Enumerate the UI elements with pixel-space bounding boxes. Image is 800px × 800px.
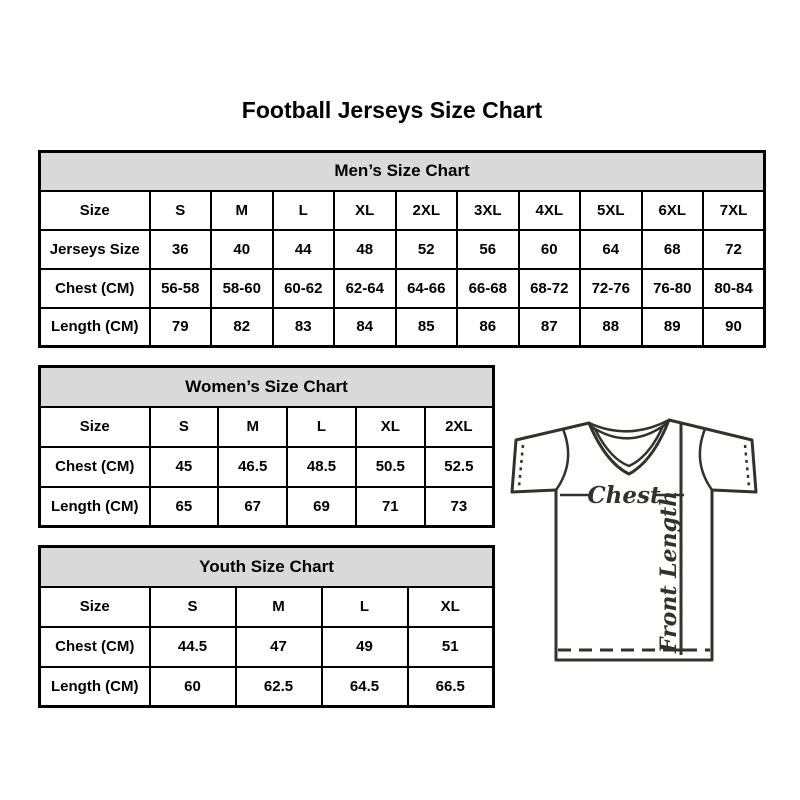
- header-row: [40, 407, 494, 447]
- mens-size-table: [38, 150, 766, 348]
- value-cell: 44: [273, 230, 335, 269]
- row-label: Chest (CM): [40, 627, 150, 667]
- value-cell: 72: [703, 230, 765, 269]
- column-header: M: [211, 191, 273, 230]
- value-cell: 56-58: [150, 269, 212, 308]
- value-cell: 51: [408, 627, 494, 667]
- column-header: XL: [408, 587, 494, 627]
- value-cell: 69: [287, 487, 356, 527]
- value-cell: 65: [150, 487, 219, 527]
- data-row: [40, 667, 494, 707]
- value-cell: 88: [580, 308, 642, 347]
- front-length-label: Front Length: [656, 490, 682, 654]
- column-header: 5XL: [580, 191, 642, 230]
- jersey-sleeve-seam-left-icon: [556, 429, 568, 490]
- column-header: 2XL: [396, 191, 458, 230]
- column-header: L: [322, 587, 408, 627]
- column-header: S: [150, 407, 219, 447]
- column-header: 4XL: [519, 191, 581, 230]
- page-title: Football Jerseys Size Chart: [241, 97, 543, 123]
- header-row: [40, 191, 765, 230]
- row-label: Chest (CM): [40, 269, 150, 308]
- column-header: M: [218, 407, 287, 447]
- table-title: Youth Size Chart: [40, 547, 494, 587]
- value-cell: 73: [425, 487, 494, 527]
- column-header: L: [287, 407, 356, 447]
- value-cell: 47: [236, 627, 322, 667]
- column-header: XL: [356, 407, 425, 447]
- data-row: [40, 447, 494, 487]
- column-header: L: [273, 191, 335, 230]
- column-header: M: [236, 587, 322, 627]
- row-label: Size: [40, 407, 150, 447]
- row-label: Size: [40, 587, 150, 627]
- womens-size-table: [38, 365, 495, 528]
- row-label: Jerseys Size: [40, 230, 150, 269]
- value-cell: 36: [150, 230, 212, 269]
- data-row: [40, 308, 765, 347]
- row-label: Length (CM): [40, 308, 150, 347]
- value-cell: 68-72: [519, 269, 581, 308]
- row-label: Length (CM): [40, 667, 150, 707]
- value-cell: 84: [334, 308, 396, 347]
- value-cell: 50.5: [356, 447, 425, 487]
- value-cell: 64.5: [322, 667, 408, 707]
- value-cell: 45: [150, 447, 219, 487]
- data-row: [40, 269, 765, 308]
- column-header: 6XL: [642, 191, 704, 230]
- value-cell: 80-84: [703, 269, 765, 308]
- value-cell: 56: [457, 230, 519, 269]
- cuff-stitch-left-icon: [519, 445, 523, 487]
- cuff-stitch-right-icon: [745, 445, 749, 487]
- value-cell: 66.5: [408, 667, 494, 707]
- value-cell: 40: [211, 230, 273, 269]
- value-cell: 60: [519, 230, 581, 269]
- value-cell: 87: [519, 308, 581, 347]
- jersey-measurement-diagram: [506, 410, 768, 666]
- row-label: Length (CM): [40, 487, 150, 527]
- value-cell: 62.5: [236, 667, 322, 707]
- value-cell: 60: [150, 667, 236, 707]
- table-title-row: [40, 152, 765, 191]
- value-cell: 72-76: [580, 269, 642, 308]
- value-cell: 71: [356, 487, 425, 527]
- value-cell: 76-80: [642, 269, 704, 308]
- table-title-row: [40, 367, 494, 407]
- table-title-row: [40, 547, 494, 587]
- youth-size-table: [38, 545, 495, 708]
- value-cell: 52.5: [425, 447, 494, 487]
- row-label: Chest (CM): [40, 447, 150, 487]
- value-cell: 58-60: [211, 269, 273, 308]
- jersey-diagram-svg: [506, 410, 768, 666]
- jersey-sleeve-seam-right-icon: [700, 429, 712, 490]
- chest-label: Chest: [587, 482, 661, 509]
- column-header: 3XL: [457, 191, 519, 230]
- value-cell: 48: [334, 230, 396, 269]
- value-cell: 64-66: [396, 269, 458, 308]
- table-title: Men’s Size Chart: [40, 152, 765, 191]
- data-row: [40, 627, 494, 667]
- column-header: S: [150, 191, 212, 230]
- column-header: XL: [334, 191, 396, 230]
- value-cell: 62-64: [334, 269, 396, 308]
- value-cell: 83: [273, 308, 335, 347]
- value-cell: 68: [642, 230, 704, 269]
- value-cell: 90: [703, 308, 765, 347]
- value-cell: 49: [322, 627, 408, 667]
- value-cell: 60-62: [273, 269, 335, 308]
- value-cell: 79: [150, 308, 212, 347]
- value-cell: 67: [218, 487, 287, 527]
- column-header: 7XL: [703, 191, 765, 230]
- value-cell: 82: [211, 308, 273, 347]
- value-cell: 86: [457, 308, 519, 347]
- jersey-outline-icon: [512, 420, 756, 660]
- value-cell: 44.5: [150, 627, 236, 667]
- value-cell: 52: [396, 230, 458, 269]
- header-row: [40, 587, 494, 627]
- value-cell: 48.5: [287, 447, 356, 487]
- value-cell: 89: [642, 308, 704, 347]
- value-cell: 46.5: [218, 447, 287, 487]
- table-title: Women’s Size Chart: [40, 367, 494, 407]
- value-cell: 85: [396, 308, 458, 347]
- value-cell: 66-68: [457, 269, 519, 308]
- row-label: Size: [40, 191, 150, 230]
- data-row: [40, 230, 765, 269]
- data-row: [40, 487, 494, 527]
- column-header: S: [150, 587, 236, 627]
- value-cell: 64: [580, 230, 642, 269]
- column-header: 2XL: [425, 407, 494, 447]
